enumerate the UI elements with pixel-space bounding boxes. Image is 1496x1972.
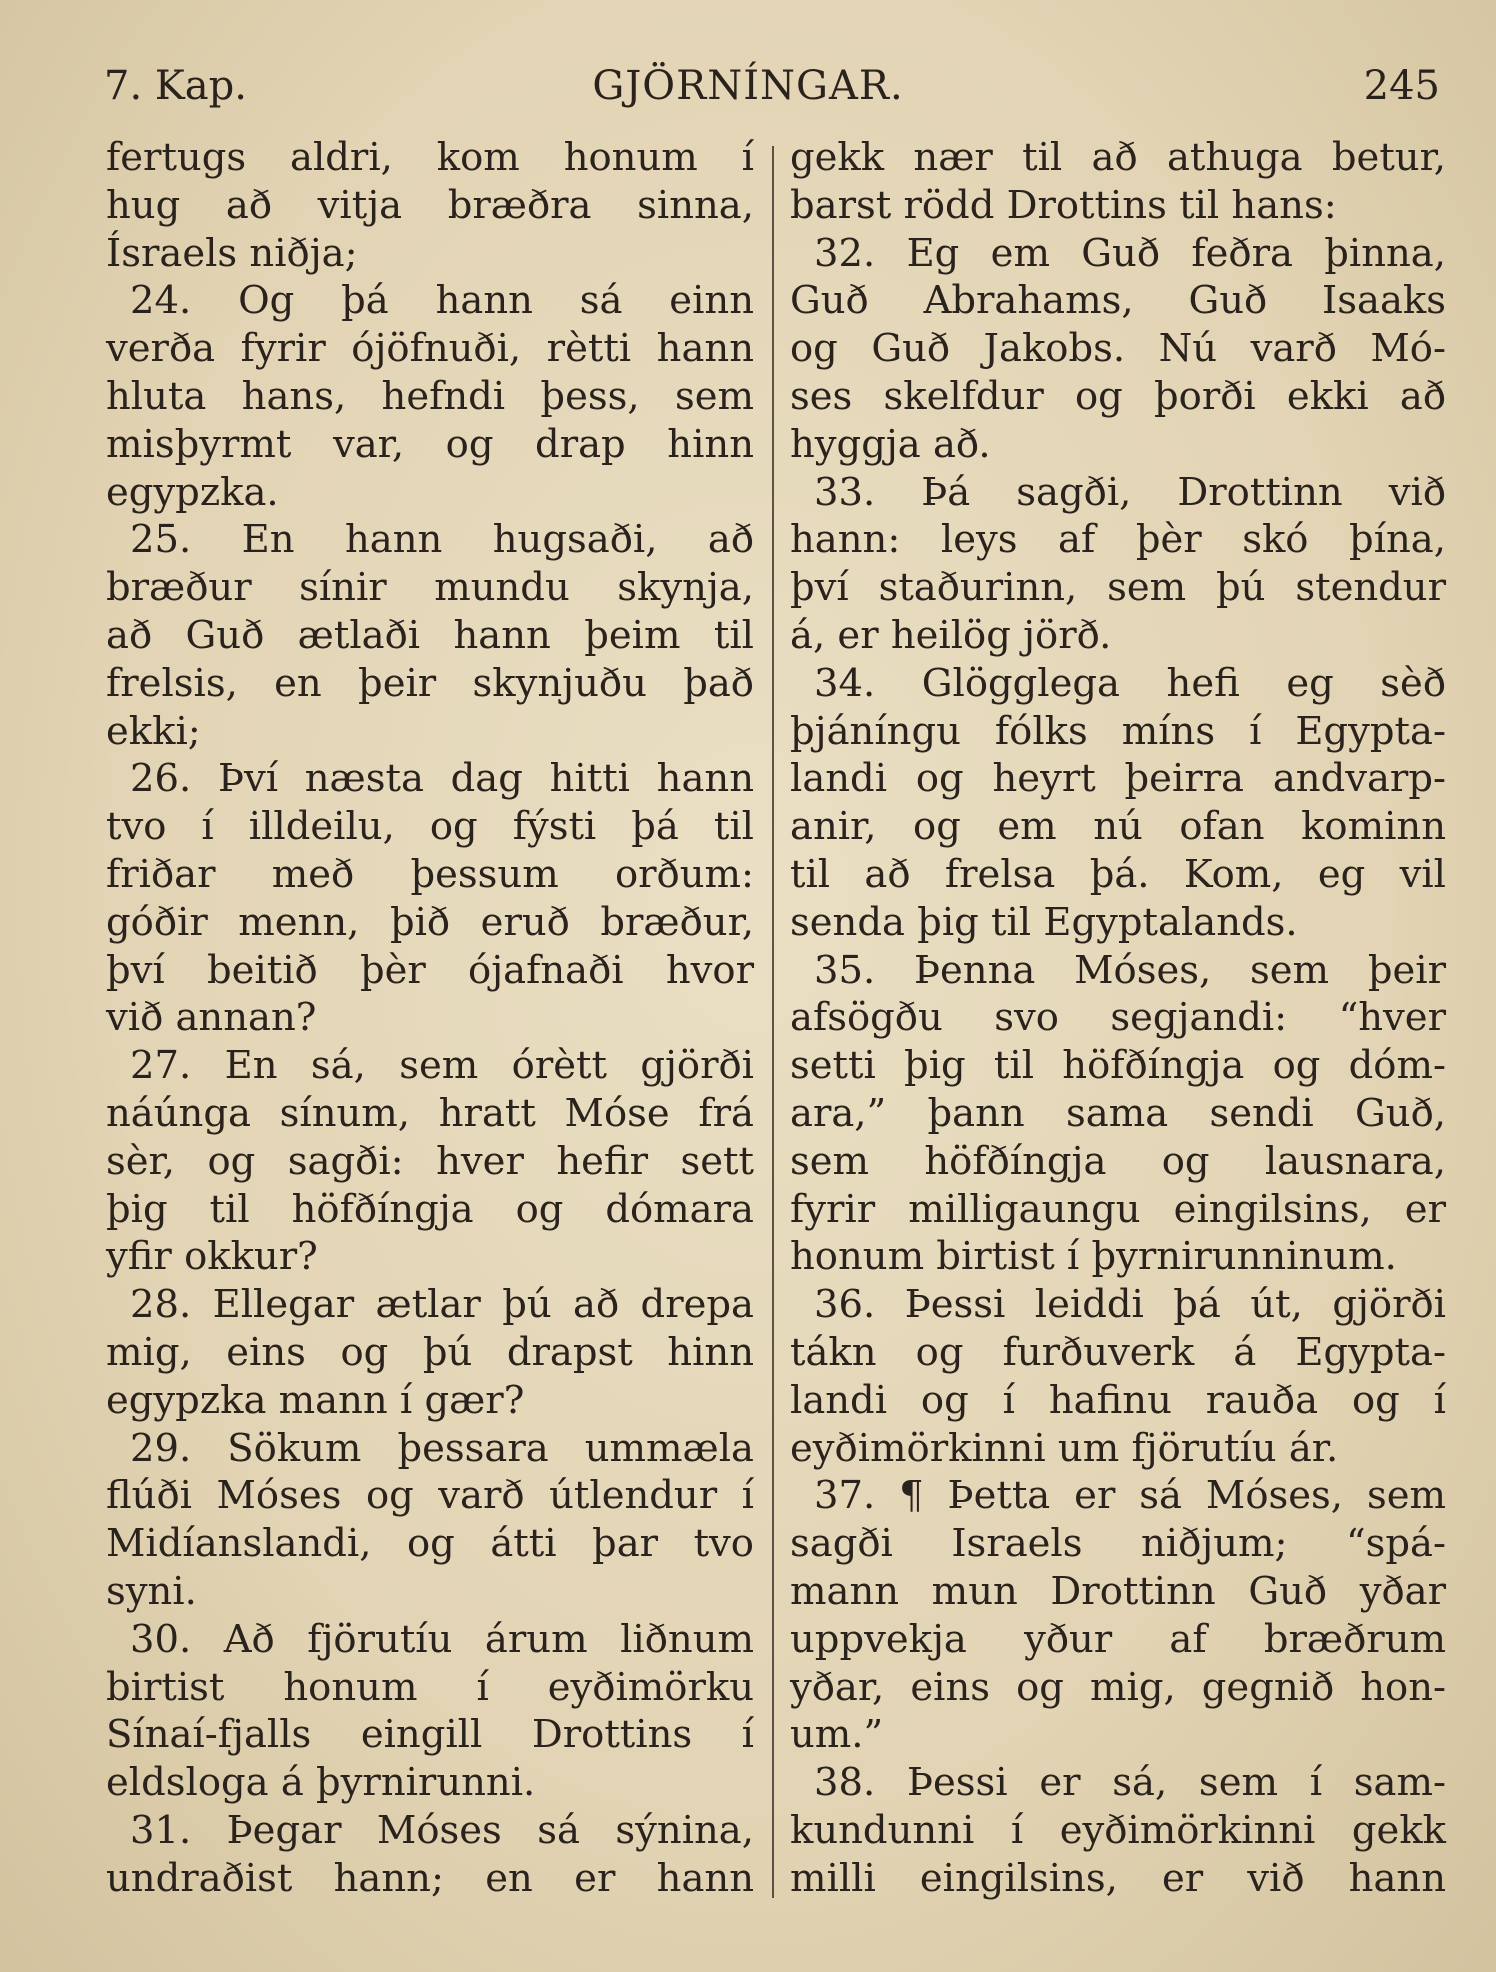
text-line: ekki; (106, 708, 201, 754)
text-line: friðar með þessum orðum: (106, 851, 754, 897)
text-line: flúði Móses og varð útlendur í (106, 1473, 754, 1519)
text-line: 26. Því næsta dag hitti hann (130, 756, 754, 802)
verse-paragraph (106, 1807, 754, 1903)
text-line: góðir menn, þið eruð bræður, (106, 899, 754, 945)
text-line: anir, og em nú ofan kominn (790, 804, 1446, 850)
text-line: til að frelsa þá. Kom, eg vil (790, 851, 1446, 897)
verse-paragraph (106, 134, 754, 277)
verse-paragraph (790, 1759, 1446, 1902)
verse-paragraph (790, 1281, 1446, 1472)
text-line: 24. Og þá hann sá einn (130, 278, 754, 324)
text-line: ara,” þann sama sendi Guð, (790, 1090, 1446, 1136)
text-line: tvo í illdeilu, og fýsti þá til (106, 804, 754, 850)
verse-paragraph (106, 1425, 754, 1616)
text-line: eyðimörkinni um fjörutíu ár. (790, 1425, 1339, 1471)
text-line: hann: leys af þèr skó þína, (790, 517, 1446, 563)
text-line: sem höfðíngja og lausnara, (790, 1138, 1446, 1184)
text-line: verða fyrir ójöfnuði, rètti hann (106, 326, 754, 372)
verse-paragraph (790, 134, 1446, 230)
verse-paragraph (790, 469, 1446, 660)
text-line: um.” (790, 1712, 884, 1758)
text-line: yfir okkur? (106, 1234, 318, 1280)
verse-paragraph (790, 1472, 1446, 1759)
chapter-label: 7. Kap. (104, 63, 247, 109)
text-line: 35. Þenna Móses, sem þeir (814, 947, 1446, 993)
text-line: hyggja að. (790, 421, 991, 467)
text-line: 30. Að fjörutíu árum liðnum (130, 1616, 754, 1662)
text-line: Sínaí-fjalls eingill Drottins í (106, 1712, 754, 1758)
text-line: misþyrmt var, og drap hinn (106, 421, 754, 467)
text-line: mann mun Drottinn Guð yðar (790, 1568, 1446, 1614)
verse-paragraph (106, 1042, 754, 1281)
text-line: 27. En sá, sem órètt gjörði (130, 1043, 754, 1089)
text-line: Ísraels niðja; (106, 230, 358, 276)
text-line: barst rödd Drottins til hans: (790, 182, 1337, 228)
text-line: að Guð ætlaði hann þeim til (106, 612, 754, 658)
page-number: 245 (1363, 63, 1440, 109)
text-line: undraðist hann; en er hann (106, 1855, 754, 1901)
text-line: 28. Ellegar ætlar þú að drepa (130, 1282, 754, 1328)
text-line: birtist honum í eyðimörku (106, 1664, 754, 1710)
text-line: og Guð Jakobs. Nú varð Mó- (790, 326, 1446, 372)
text-line: 32. Eg em Guð feðra þinna, (814, 230, 1446, 276)
verse-paragraph (106, 755, 754, 1042)
verse-paragraph (106, 1616, 754, 1807)
text-line: eldsloga á þyrnirunni. (106, 1760, 536, 1806)
text-line: því staðurinn, sem þú stendur (790, 565, 1446, 611)
text-line: bræður sínir mundu skynja, (106, 565, 754, 611)
text-line: 33. Þá sagði, Drottinn við (814, 469, 1446, 515)
text-line: 36. Þessi leiddi þá út, gjörði (814, 1282, 1446, 1328)
left-column (106, 134, 754, 1902)
text-line: fyrir milligaungu eingilsins, er (790, 1186, 1446, 1232)
text-line: egypzka. (106, 469, 279, 515)
column-divider (772, 146, 774, 1898)
verse-paragraph (106, 277, 754, 516)
text-line: milli eingilsins, er við hann (790, 1855, 1446, 1901)
text-line: ses skelfdur og þorði ekki að (790, 373, 1446, 419)
text-line: egypzka mann í gær? (106, 1377, 525, 1423)
text-line: hluta hans, hefndi þess, sem (106, 373, 754, 419)
verse-paragraph (106, 516, 754, 755)
text-line: frelsis, en þeir skynjuðu það (106, 660, 754, 706)
text-line: tákn og furðuverk á Egypta- (790, 1329, 1446, 1375)
text-line: landi og í hafinu rauða og í (790, 1377, 1446, 1423)
verse-paragraph (790, 947, 1446, 1282)
text-line: þig til höfðíngja og dómara (106, 1186, 754, 1232)
text-line: uppvekja yður af bræðrum (790, 1616, 1446, 1662)
text-line: setti þig til höfðíngja og dóm- (790, 1043, 1446, 1089)
text-line: 37. ¶ Þetta er sá Móses, sem (814, 1473, 1446, 1519)
text-line: sèr, og sagði: hver hefir sett (106, 1138, 754, 1184)
text-line: Midíanslandi, og átti þar tvo (106, 1521, 754, 1567)
text-line: kundunni í eyðimörkinni gekk (790, 1807, 1446, 1853)
running-title: GJÖRNÍNGAR. (592, 63, 904, 109)
text-line: honum birtist í þyrnirunninum. (790, 1234, 1397, 1280)
text-line: Guð Abrahams, Guð Isaaks (790, 278, 1446, 324)
verse-paragraph (790, 660, 1446, 947)
text-line: 34. Glögglega hefi eg sèð (814, 660, 1446, 706)
text-line: hug að vitja bræðra sinna, (106, 182, 754, 228)
text-line: 31. Þegar Móses sá sýnina, (130, 1807, 754, 1853)
text-line: 38. Þessi er sá, sem í sam- (814, 1760, 1446, 1806)
text-line: afsögðu svo segjandi: “hver (790, 995, 1446, 1041)
text-line: mig, eins og þú drapst hinn (106, 1329, 754, 1375)
text-line: senda þig til Egyptalands. (790, 899, 1298, 945)
verse-paragraph (790, 230, 1446, 469)
text-line: landi og heyrt þeirra andvarp- (790, 756, 1446, 802)
right-column (790, 134, 1446, 1902)
text-line: þjáníngu fólks míns í Egypta- (790, 708, 1446, 754)
text-line: 29. Sökum þessara ummæla (130, 1425, 754, 1471)
text-line: fertugs aldri, kom honum í (106, 135, 754, 180)
text-line: gekk nær til að athuga betur, (790, 135, 1446, 180)
verse-paragraph (106, 1281, 754, 1424)
text-line: á, er heilög jörð. (790, 612, 1112, 658)
text-line: náúnga sínum, hratt Móse frá (106, 1090, 754, 1136)
text-line: yðar, eins og mig, gegnið hon- (790, 1664, 1446, 1710)
text-line: sagði Israels niðjum; “spá- (790, 1521, 1446, 1567)
text-line: því beitið þèr ójafnaði hvor (106, 947, 754, 993)
text-line: syni. (106, 1568, 197, 1614)
text-line: 25. En hann hugsaði, að (130, 517, 754, 563)
text-line: við annan? (106, 995, 317, 1041)
